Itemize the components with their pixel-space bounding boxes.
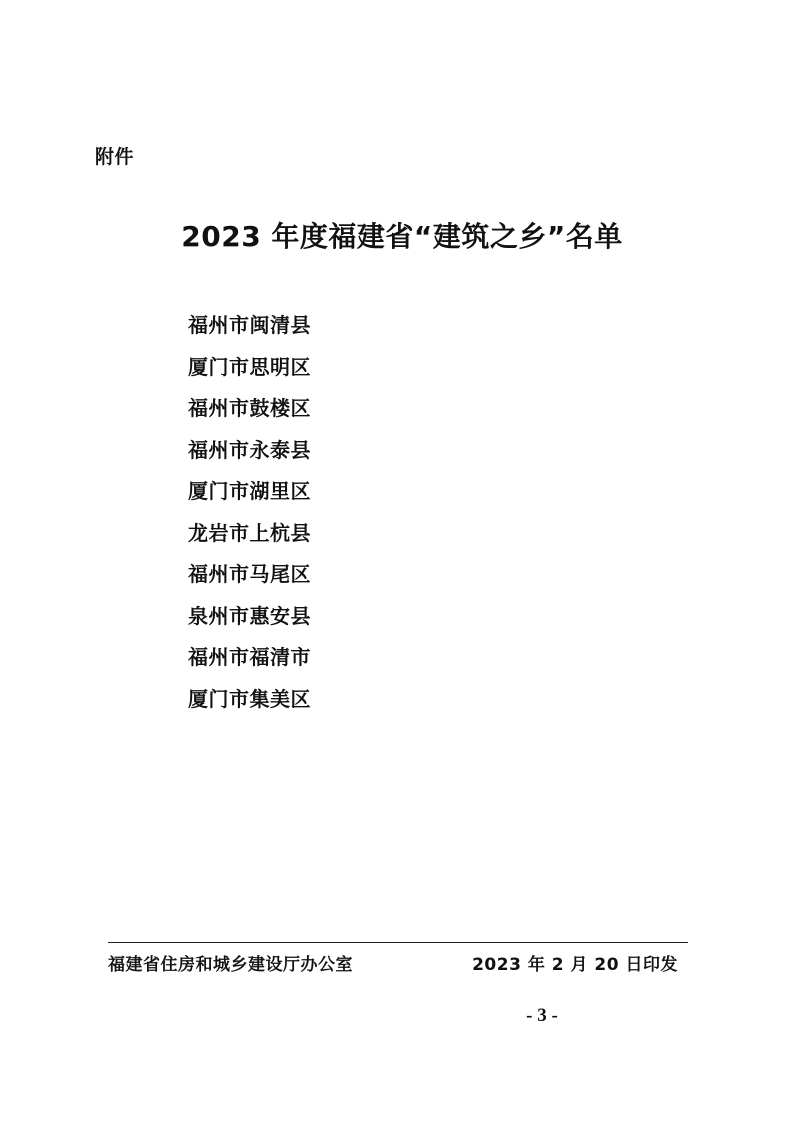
- list-item: 厦门市思明区: [188, 354, 311, 379]
- page-number: - 3 -: [526, 1005, 558, 1026]
- footer-divider: [108, 942, 688, 943]
- list-item: 厦门市湖里区: [188, 479, 311, 503]
- list-item: 福州市永泰县: [188, 437, 311, 462]
- footer: [108, 950, 688, 975]
- list-item: 福州市闽清县: [188, 313, 311, 337]
- list-item: 福州市福清市: [188, 645, 311, 669]
- list-item: 福州市鼓楼区: [188, 396, 311, 420]
- list-item: 厦门市集美区: [188, 686, 311, 711]
- list-item: 福州市马尾区: [188, 562, 311, 586]
- list-item: 泉州市惠安县: [188, 603, 311, 628]
- page-title: 2023 年度福建省“建筑之乡”名单: [181, 220, 623, 253]
- footer-issuer: 福建省住房和城乡建设厅办公室: [108, 955, 353, 975]
- county-list: [188, 305, 608, 720]
- list-item: 龙岩市上杭县: [188, 520, 311, 545]
- footer-issue-date: 2023 年 2 月 20 日印发: [472, 955, 678, 975]
- attachment-label: 附件: [95, 146, 135, 168]
